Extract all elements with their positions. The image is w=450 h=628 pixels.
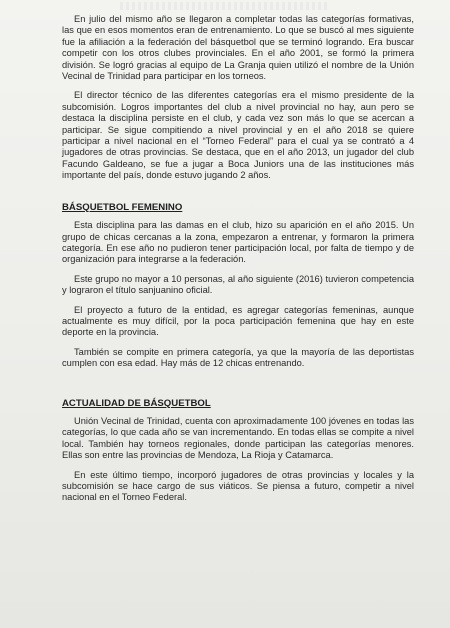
section-heading: ACTUALIDAD DE BÁSQUETBOL	[62, 397, 211, 409]
actualidad-section	[62, 398, 414, 504]
paragraph: En julio del mismo año se llegaron a completar todas las categorías formativas, las que en esos momentos eran de entrenamiento. Lo que se buscó al mes siguiente fue la afiliación a la federación del básquetbol que se terminó logrando. Era buscar competir con los otros clubes provinciales. En el año 2001, se formó la primera división. Se logró gracias al equipo de La Granja quien utilizó el nombre de la Unión Vecinal de Trinidad para participar en los torneos.	[62, 14, 414, 82]
paragraph: En este último tiempo, incorporó jugadores de otras provincias y locales y la subcomisión se hace cargo de sus viáticos. Se piensa a futuro, competir a nivel nacional en el Torneo Federal.	[62, 469, 414, 503]
show-through-text	[120, 2, 330, 10]
paragraph: También se compite en primera categoría, ya que la mayoría de las deportistas cumplen con esa edad. Hay más de 12 chicas entrenando.	[62, 346, 414, 369]
femenino-section	[62, 202, 414, 370]
paragraph: Unión Vecinal de Trinidad, cuenta con aproximadamente 100 jóvenes en todas las categorías, lo que cada año se van incrementando. En todas ellas se compite a nivel local. También hay torneos regionales, donde participan las categorías menores. Ellas son entre las provincias de Mendoza, La Rioja y Catamarca.	[62, 415, 414, 461]
paragraph: El director técnico de las diferentes categorías era el mismo presidente de la subcomisión. Logros importantes del club a nivel provincial no hay, aun pero se destaca la disciplina persiste en el club, y cada vez son más lo que se acercan a participar. Se sigue compitiendo a nivel provincial y en el año 2018 se quiere participar a nivel nacional en el “Torneo Federal” para el cual ya se contrató a 4 jugadores de otras provincias. Se destaca, que en el año 2013, un jugador del club Facundo Galdeano, se fue a jugar a Boca Juniors una de las instituciones más importante del país, donde estuvo jugando 2 años.	[62, 90, 414, 181]
page-content	[62, 14, 414, 512]
intro-section	[62, 14, 414, 182]
paragraph: Este grupo no mayor a 10 personas, al año siguiente (2016) tuvieron competencia y lograron el título sanjuanino oficial.	[62, 273, 414, 296]
paragraph: Esta disciplina para las damas en el club, hizo su aparición en el año 2015. Un grupo de chicas cercanas a la zona, empezaron a entrenar, y formaron la primera categoría. En ese año no pudieron tener participación local, por falta de tiempo y de organización para integrarse a la federación.	[62, 220, 414, 265]
section-heading: BÁSQUETBOL FEMENINO	[62, 201, 183, 213]
paragraph: El proyecto a futuro de la entidad, es agregar categorías femeninas, aunque actualmente es muy difícil, por la poca participación femenina que hay en este deporte en la provincia.	[62, 304, 414, 338]
